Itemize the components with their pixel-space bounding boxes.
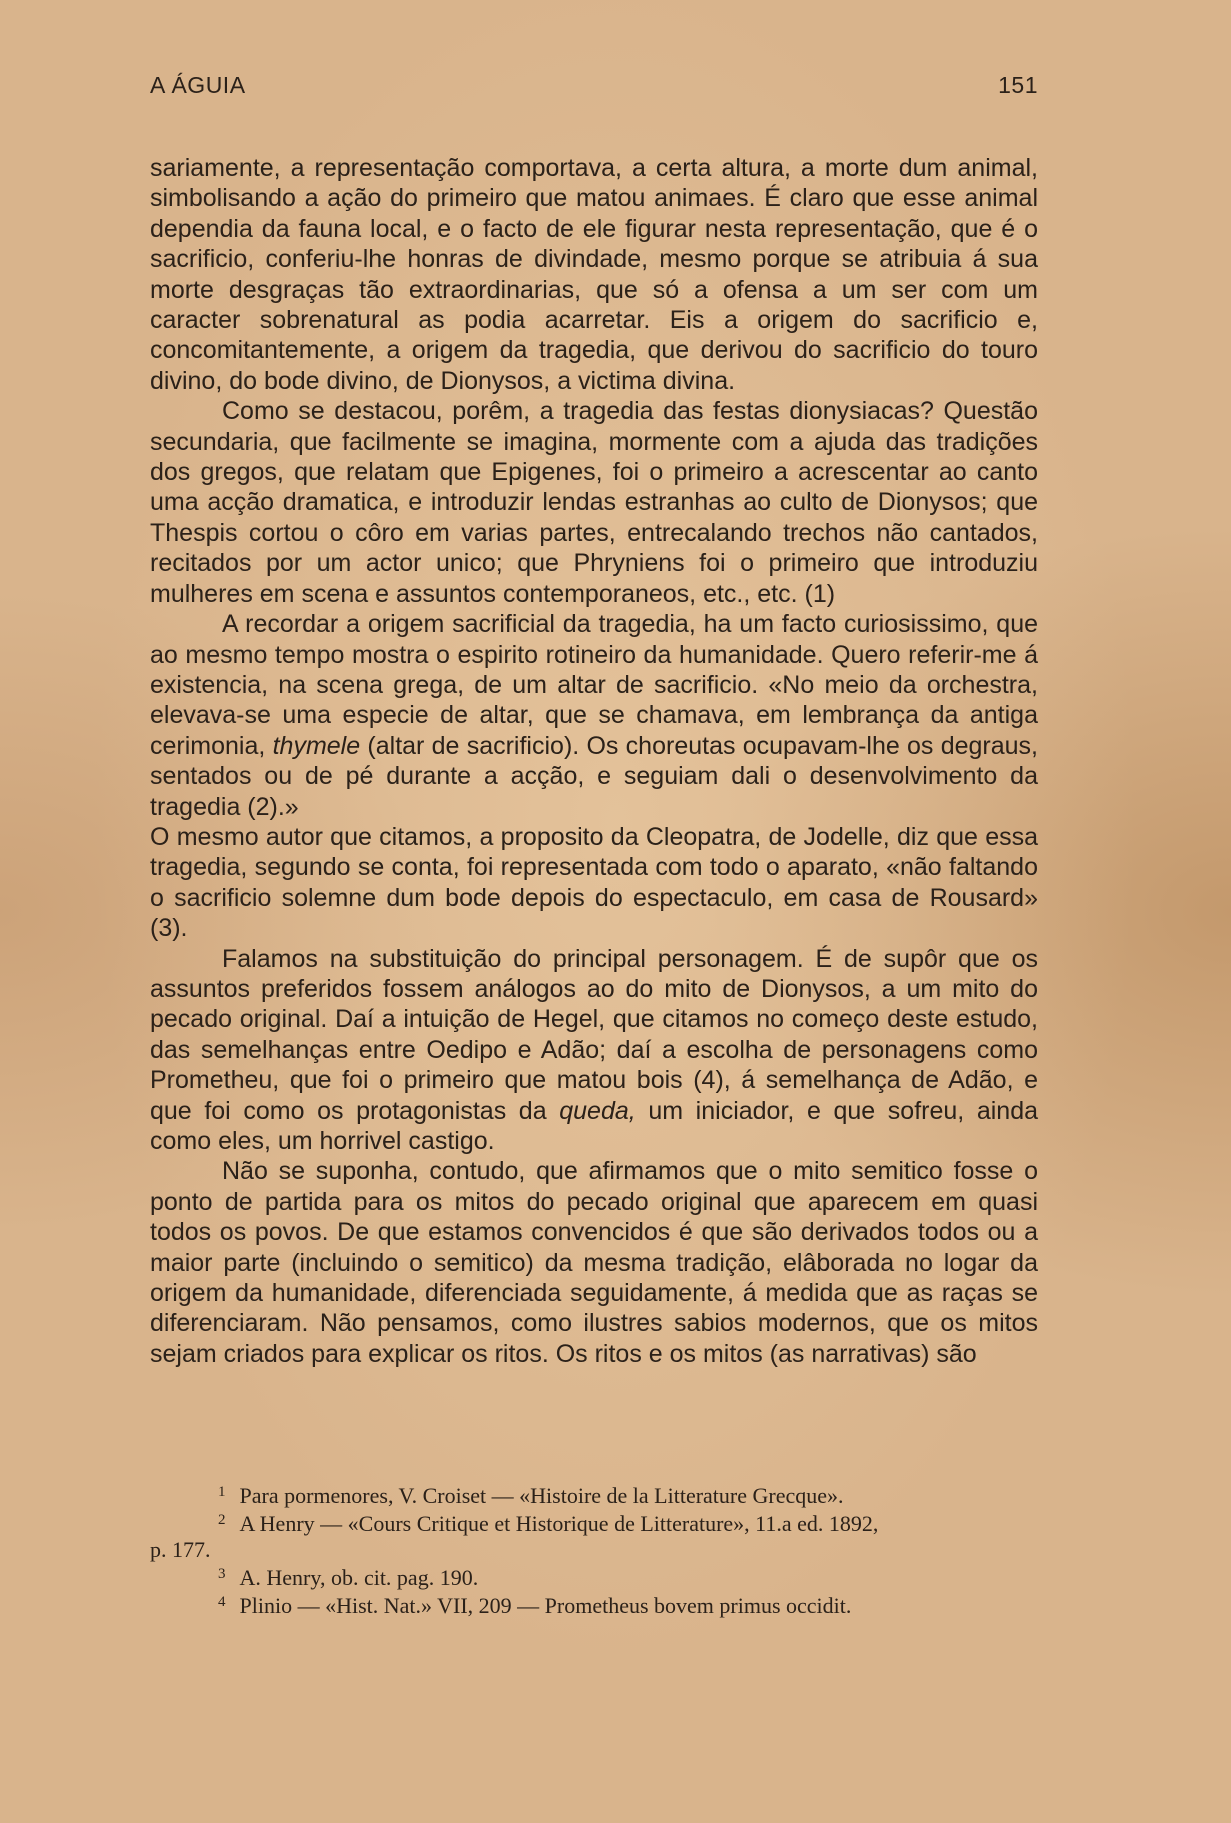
queda-term: queda,: [559, 1096, 636, 1125]
paragraph-3-text-b: (altar de sacrificio). Os choreutas ocupavam-lhe os degraus, sentados ou de pé durante a acção, e seguiam dali o desenvolvimento da tragedia (2).»: [150, 731, 1038, 821]
footnote-text: A Henry — «Cours Critique et Historique de Litterature», 11.a ed. 1892,: [239, 1511, 879, 1536]
footnote-text: A. Henry, ob. cit. pag. 190.: [239, 1564, 479, 1590]
footnote-text: Plinio — «Hist. Nat.» VII, 209 — Prometheus bovem primus occidit.: [239, 1593, 852, 1618]
paragraph-5-text-a: Falamos na substituição do principal personagem. É de supôr que os assuntos preferidos fossem análogos ao do mito de Dionysos, a um mito do pecado original. Daí a intuição de Hegel, que citamos no começo deste estudo, das semelhanças entre Oedipo e Adão; daí a escolha de personagens como Prometheu, que foi o primeiro que matou bois (4), á semelhança de Adão, e que foi como os protagonistas da: [150, 944, 1038, 1125]
footnote-1: [150, 1480, 1038, 1508]
footnote-number: 1: [218, 1484, 226, 1500]
footnote-4: [150, 1590, 1038, 1618]
running-head: [150, 72, 1038, 99]
footnotes: [150, 1480, 1038, 1619]
footnote-ref-1: (1): [804, 579, 836, 608]
paragraph-6: Não se suponha, contudo, que afirmamos que o mito semitico fosse o ponto de partida para os mitos do pecado original que aparecem em quasi todos os povos. De que estamos convencidos é que são derivados todos ou a maior parte (incluindo o semitico) da mesma tradição, elâborada no logar da origem da humanidade, diferenciada seguidamente, á medida que as raças se diferenciaram. Não pensamos, como ilustres sabios modernos, que os mitos sejam criados para explicar os ritos. Os ritos e os mitos (as narrativas) são: [150, 1157, 1038, 1368]
paragraph-3-text-a: A recordar a origem sacrificial da tragedia, ha um facto curiosissimo, que ao mesmo tempo mostra o espirito rotineiro da humanidade. Quero referir-me á existencia, na scena grega, de um altar de sacrificio. «No meio da orchestra, elevava-se uma especie de altar, que se chamava, em lembrança da antiga cerimonia,: [150, 610, 1038, 760]
footnote-number: 4: [218, 1594, 226, 1611]
footnote-2-continuation: p. 177.: [150, 1536, 211, 1562]
paragraph-5: [150, 944, 1038, 1157]
footnote-text: Para pormenores, V. Croiset — «Histoire de la Litterature Grecque».: [239, 1482, 844, 1508]
footnote-3: [150, 1562, 1038, 1590]
paragraph-3: [150, 609, 1038, 822]
page-number: 151: [998, 72, 1038, 98]
paragraph-1: sariamente, a representação comportava, a certa altura, a morte dum animal, simbolisando a ação do primeiro que matou animaes. É claro que esse animal dependia da fauna local, e o facto de ele figurar nesta representação, que é o sacrificio, conferiu-lhe honras de divindade, mesmo porque se atribuia á sua morte desgraças tão extraordinarias, que só a ofensa a um ser com um caracter sobrenatural as podia acarretar. Eis a origem do sacrificio e, concomitantemente, a origem da tragedia, que derivou do sacrificio do touro divino, do bode divino, de Dionysos, a victima divina.: [150, 154, 1038, 395]
body-text: [150, 153, 1038, 1369]
footnote-2: [150, 1508, 1038, 1536]
footnote-number: 3: [218, 1566, 226, 1582]
paragraph-5-text-b: um iniciador, e que sofreu, ainda como eles, um horrivel castigo.: [150, 1096, 1039, 1155]
paragraph-2: [150, 396, 1038, 609]
paragraph-4: O mesmo autor que citamos, a proposito da Cleopatra, de Jodelle, diz que essa tragedia, segundo se conta, foi representada com todo o aparato, «não faltando o sacrificio solemne dum bode depois do espectaculo, em casa de Rousard» (3).: [150, 822, 1038, 943]
thymele-term: thymele: [272, 731, 361, 760]
paragraph-2-text: Como se destacou, porêm, a tragedia das festas dionysiacas? Questão secundaria, que facilmente se imagina, mormente com a ajuda das tradições dos gregos, que relatam que Epigenes, foi o primeiro a acrescentar ao canto uma acção dramatica, e introduzir lendas estranhas ao culto de Dionysos; que Thespis cortou o côro em varias partes, entrecalando trechos não cantados, recitados por um actor unico; que Phryniens foi o primeiro que introduziu mulheres em scena e assuntos contemporaneos, etc., etc.: [150, 397, 1038, 608]
footnote-number: 2: [218, 1512, 226, 1529]
journal-title: A ÁGUIA: [150, 72, 246, 98]
